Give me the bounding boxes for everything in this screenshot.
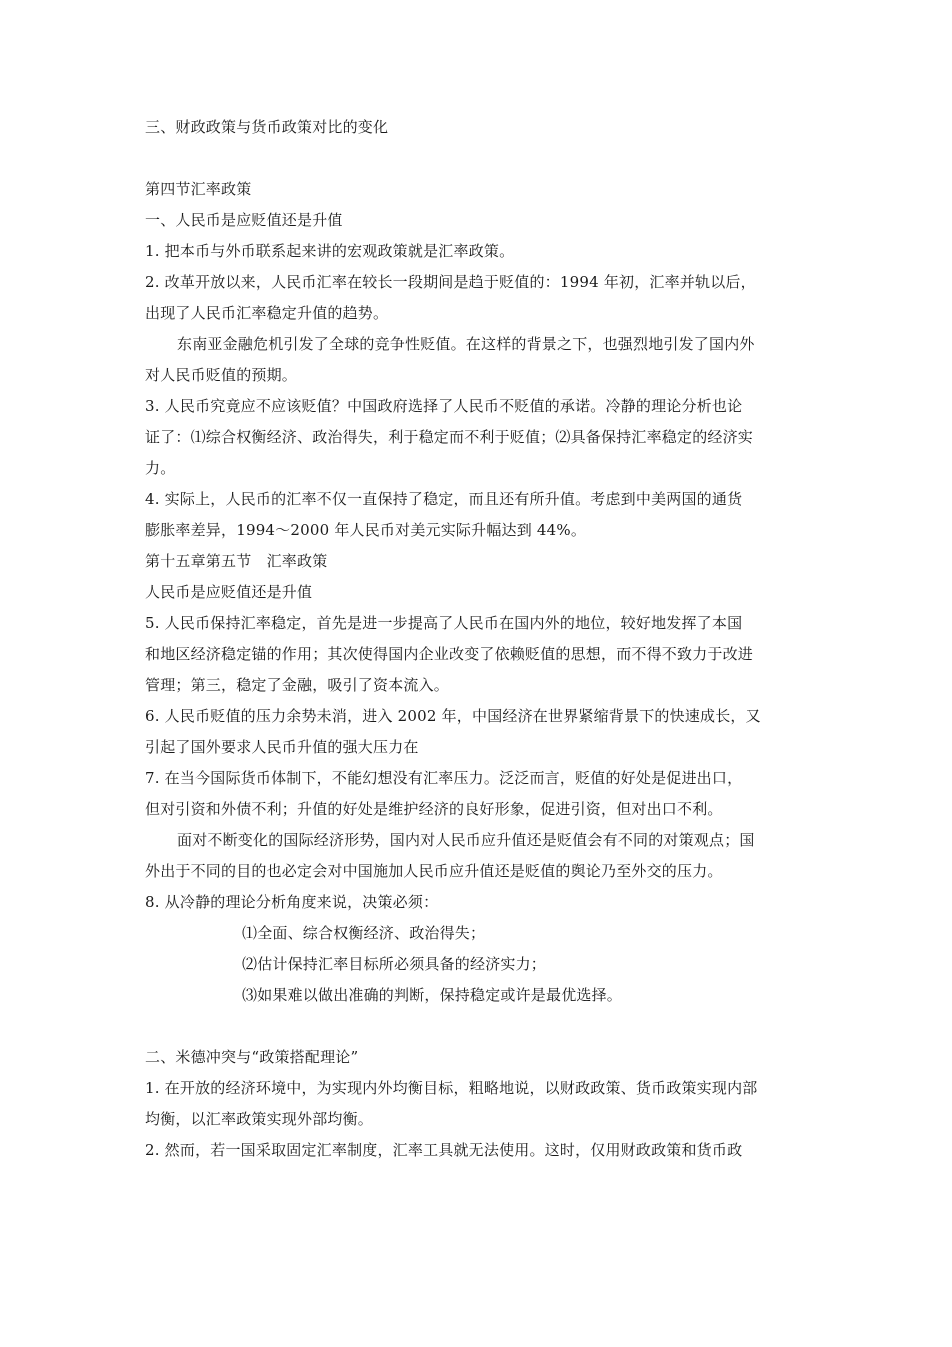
paragraph-3-line-3: 力。: [145, 459, 176, 477]
list-item-2: ⑵估计保持汇率目标所必须具备的经济实力；: [242, 955, 547, 973]
paragraph-7-line-2: 但对引资和外债不利；升值的好处是维护经济的良好形象，促进引资，但对出口不利。: [145, 800, 723, 818]
paragraph-1: 1. 把本币与外币联系起来讲的宏观政策就是汇率政策。: [145, 242, 515, 260]
paragraph-2-line-2: 出现了人民币汇率稳定升值的趋势。: [145, 304, 389, 322]
paragraph-2-line-1: 2. 改革开放以来，人民币汇率在较长一段期间是趋于贬值的：1994 年初，汇率并轨以后，: [145, 273, 756, 291]
paragraph-6-line-1: 6. 人民币贬值的压力余势未消，进入 2002 年，中国经济在世界紧缩背景下的快速成长，又: [145, 707, 761, 725]
document-body: [145, 112, 813, 1166]
spacer: [145, 143, 813, 174]
section-heading: 三、财政政策与货币政策对比的变化: [145, 118, 389, 136]
repeated-heading: 人民币是应贬值还是升值: [145, 583, 313, 601]
subsection-heading: 一、人民币是应贬值还是升值: [145, 211, 343, 229]
chapter-heading: 第四节汇率政策: [145, 180, 252, 198]
paragraph-6-line-2: 引起了国外要求人民币升值的强大压力在: [145, 738, 419, 756]
paragraph-5-line-3: 管理；第三，稳定了金融，吸引了资本流入。: [145, 676, 450, 694]
spacer: [145, 1011, 813, 1042]
paragraph-5-line-1: 5. 人民币保持汇率稳定，首先是进一步提高了人民币在国内外的地位，较好地发挥了本国: [145, 614, 743, 632]
paragraph-5-line-2: 和地区经济稳定锚的作用；其次使得国内企业改变了依赖贬值的思想，而不得不致力于改进: [145, 645, 754, 663]
paragraph-2b-line-2: 对人民币贬值的预期。: [145, 366, 298, 384]
paragraph-7-line-1: 7. 在当今国际货币体制下，不能幻想没有汇率压力。泛泛而言，贬值的好处是促进出口，: [145, 769, 743, 787]
paragraph-3-line-2: 证了：⑴综合权衡经济、政治得失，利于稳定而不利于贬值；⑵具备保持汇率稳定的经济实: [145, 428, 754, 446]
list-item-1: ⑴全面、综合权衡经济、政治得失；: [242, 924, 486, 942]
paragraph-4-line-1: 4. 实际上，人民币的汇率不仅一直保持了稳定，而且还有所升值。考虑到中美两国的通货: [145, 490, 743, 508]
paragraph-q2-line-1: 2. 然而，若一国采取固定汇率制度，汇率工具就无法使用。这时，仅用财政政策和货币政: [145, 1141, 743, 1159]
paragraph-8: 8. 从冷静的理论分析角度来说，决策必须：: [145, 893, 439, 911]
paragraph-7b-line-1: 面对不断变化的国际经济形势，国内对人民币应升值还是贬值会有不同的对策观点；国: [177, 831, 755, 849]
paragraph-4-line-2: 膨胀率差异，1994～2000 年人民币对美元实际升幅达到 44%。: [145, 521, 587, 539]
paragraph-7b-line-2: 外出于不同的目的也必定会对中国施加人民币应升值还是贬值的舆论乃至外交的压力。: [145, 862, 723, 880]
paragraph-q1-line-1: 1. 在开放的经济环境中，为实现内外均衡目标，粗略地说，以财政政策、货币政策实现内部: [145, 1079, 758, 1097]
subsection-2-heading: 二、米德冲突与“政策搭配理论”: [145, 1048, 359, 1066]
list-item-3: ⑶如果难以做出准确的判断，保持稳定或许是最优选择。: [242, 986, 623, 1004]
paragraph-2b-line-1: 东南亚金融危机引发了全球的竞争性贬值。在这样的背景之下，也强烈地引发了国内外: [177, 335, 755, 353]
paragraph-q1-line-2: 均衡，以汇率政策实现外部均衡。: [145, 1110, 374, 1128]
paragraph-3-line-1: 3. 人民币究竟应不应该贬值？中国政府选择了人民币不贬值的承诺。冷静的理论分析也论: [145, 397, 743, 415]
chapter-15-heading: 第十五章第五节 汇率政策: [145, 552, 328, 570]
